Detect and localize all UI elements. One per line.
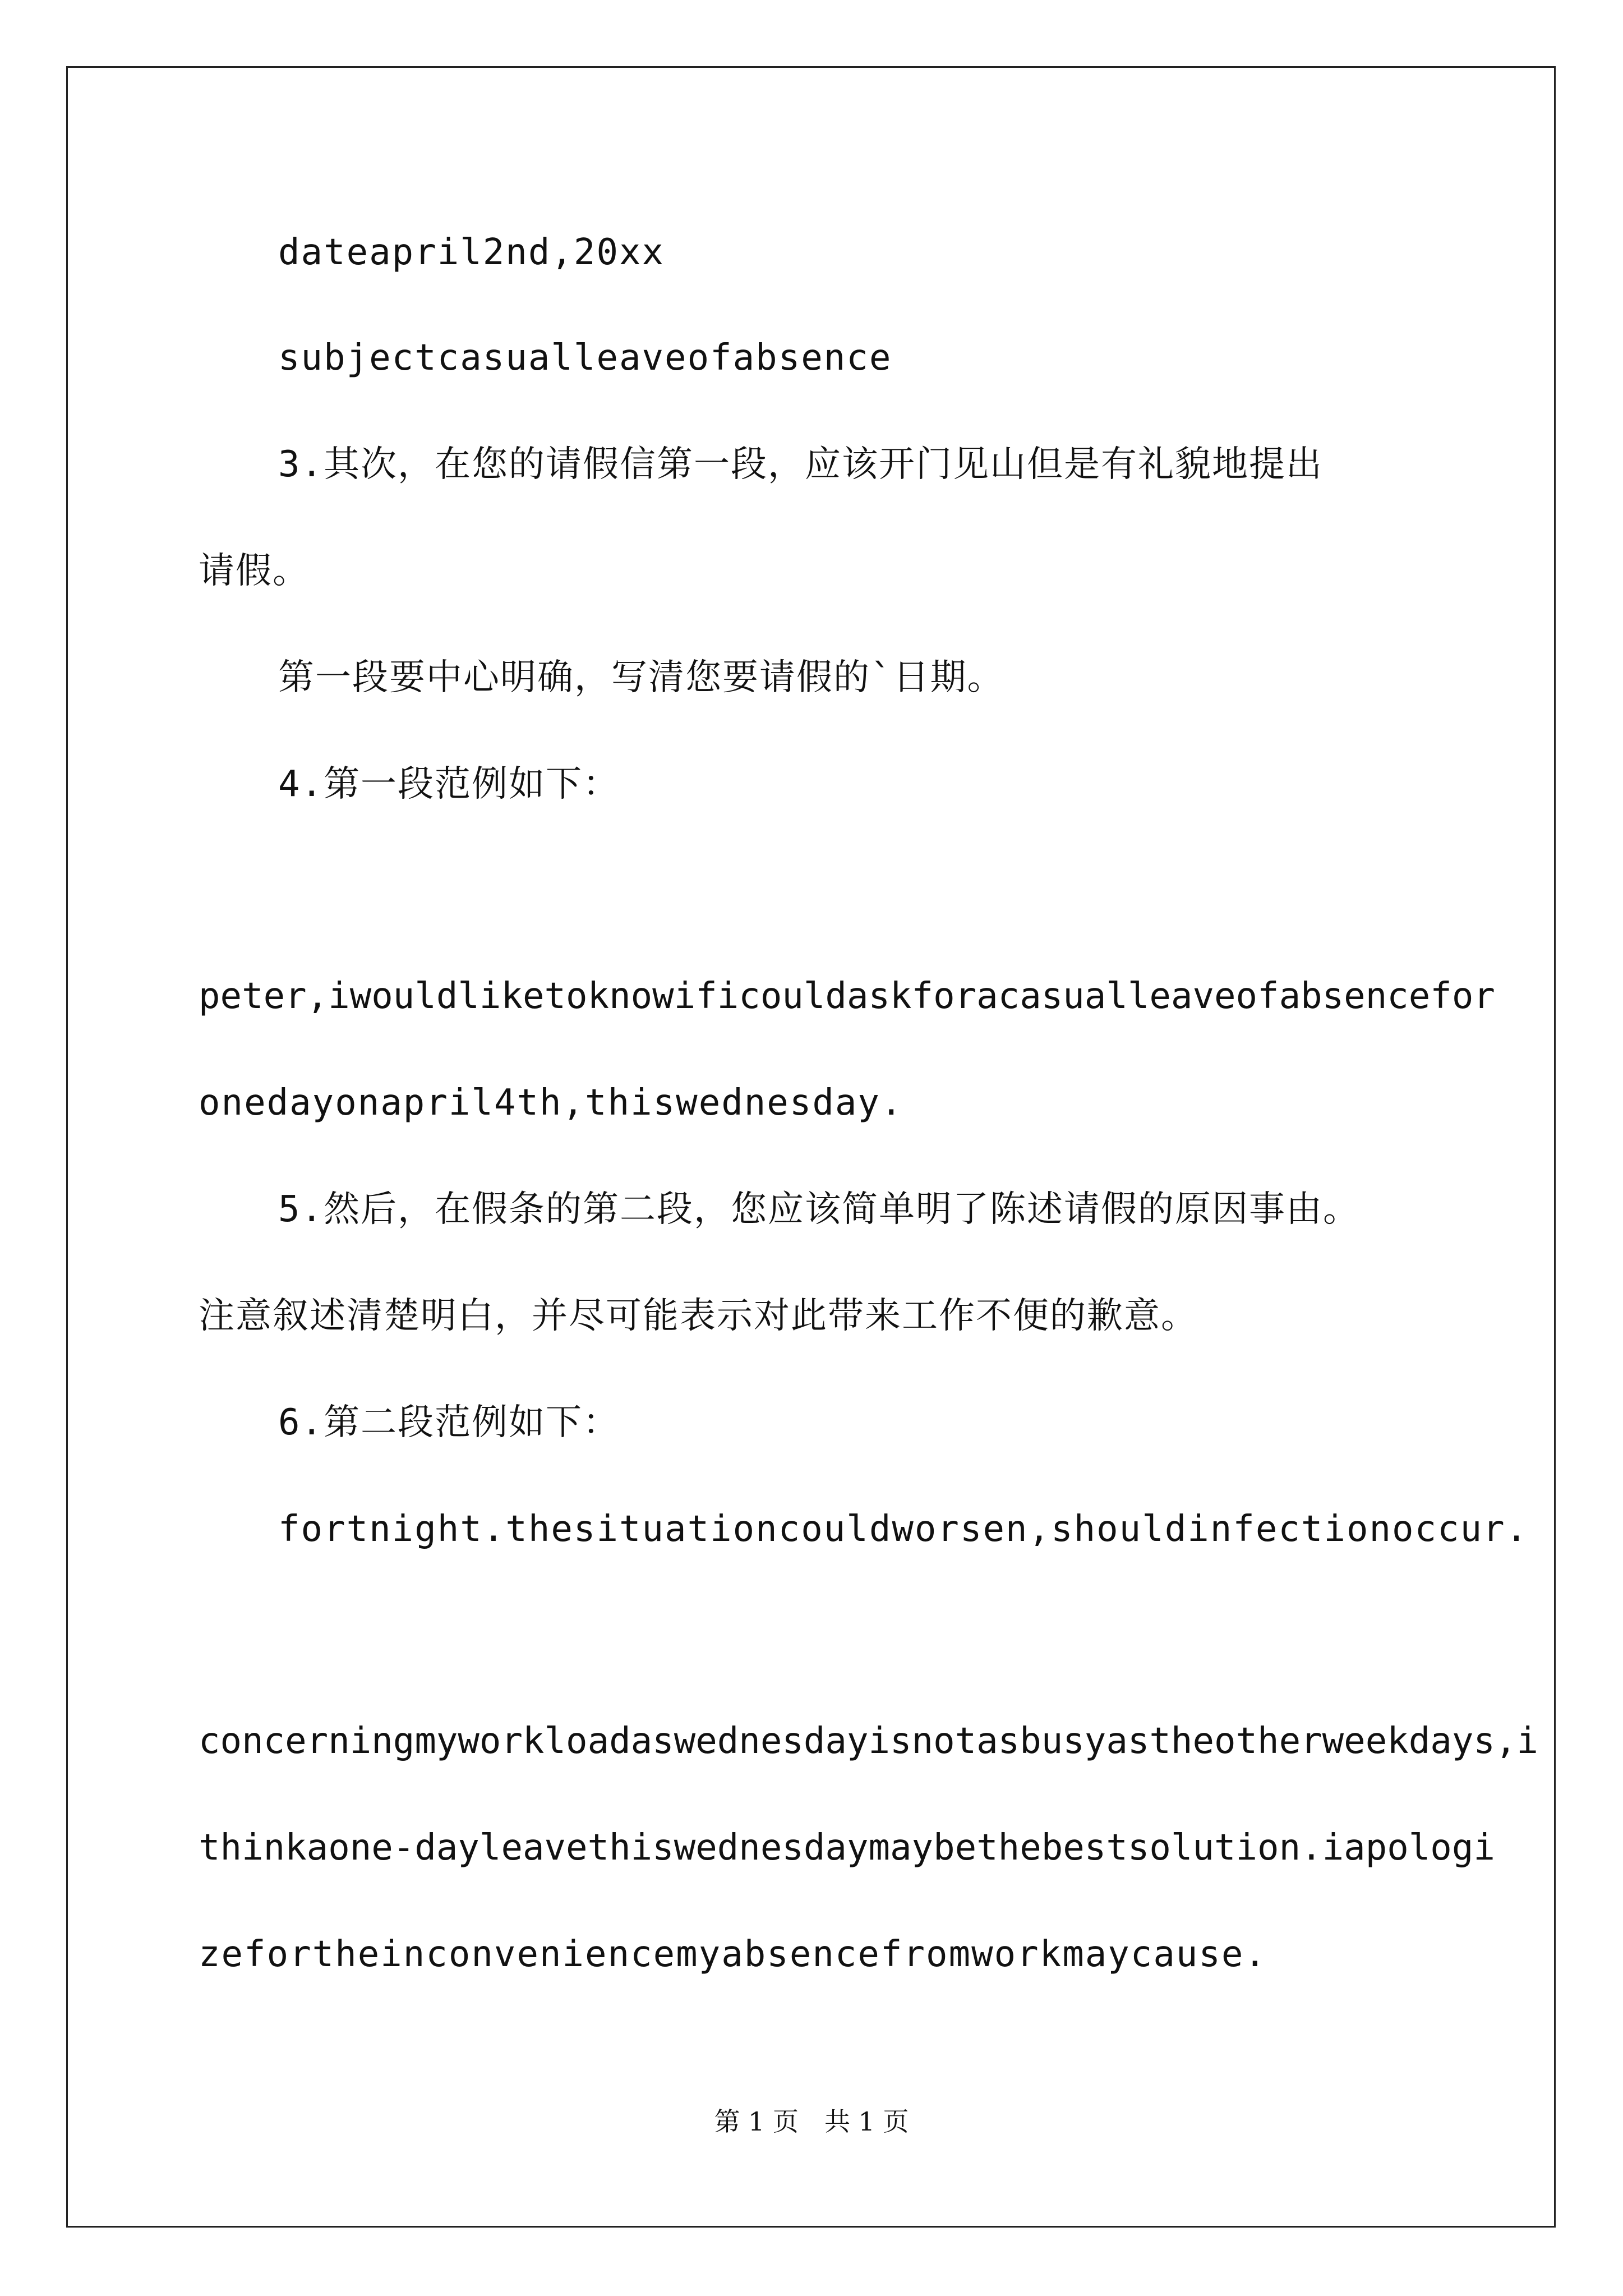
example-1-line-2: onedayonapril4th,thiswednesday. (199, 1082, 903, 1124)
page-border (66, 66, 1556, 2228)
example-2-line-2: concerningmyworkloadaswednesdayisnotasbusyastheotherweekdays,i (199, 1720, 1538, 1762)
example-2-line-4: zefortheinconveniencemyabsencefromworkmaycause. (199, 1934, 1267, 1975)
example-2-line-3: thinkaone-dayleavethiswednesdaymaybethebestsolution.iapologi (199, 1827, 1495, 1869)
paragraph-5-line-1: 5.然后，在假条的第二段，您应该简单明了陈述请假的原因事由。 (278, 1189, 1361, 1230)
paragraph-6-heading: 6.第二段范例如下： (278, 1402, 620, 1443)
subject-line: subjectcasualleaveofabsence (278, 337, 892, 379)
page-number-current: 第 1 页 (714, 2106, 799, 2137)
paragraph-4-heading: 4.第一段范例如下： (278, 763, 620, 805)
date-line: dateapril2nd,20xx (278, 232, 665, 273)
paragraph-3-line-2: 请假。 (199, 550, 310, 592)
page-footer (0, 2105, 1623, 2138)
paragraph-5-line-2: 注意叙述清楚明白，并尽可能表示对此带来工作不便的歉意。 (199, 1295, 1198, 1337)
example-1-line-1: peter,iwouldliketoknowificouldaskforacasualleaveofabsencefor (199, 976, 1495, 1017)
paragraph-first-section-tip: 第一段要中心明确，写清您要请假的`日期。 (278, 657, 1004, 698)
example-2-line-1: fortnight.thesituationcouldworsen,shouldinfectionoccur. (278, 1508, 1529, 1550)
paragraph-3-line-1: 3.其次，在您的请假信第一段，应该开门见山但是有礼貌地提出 (278, 444, 1324, 485)
page-number-total: 共 1 页 (824, 2106, 909, 2137)
